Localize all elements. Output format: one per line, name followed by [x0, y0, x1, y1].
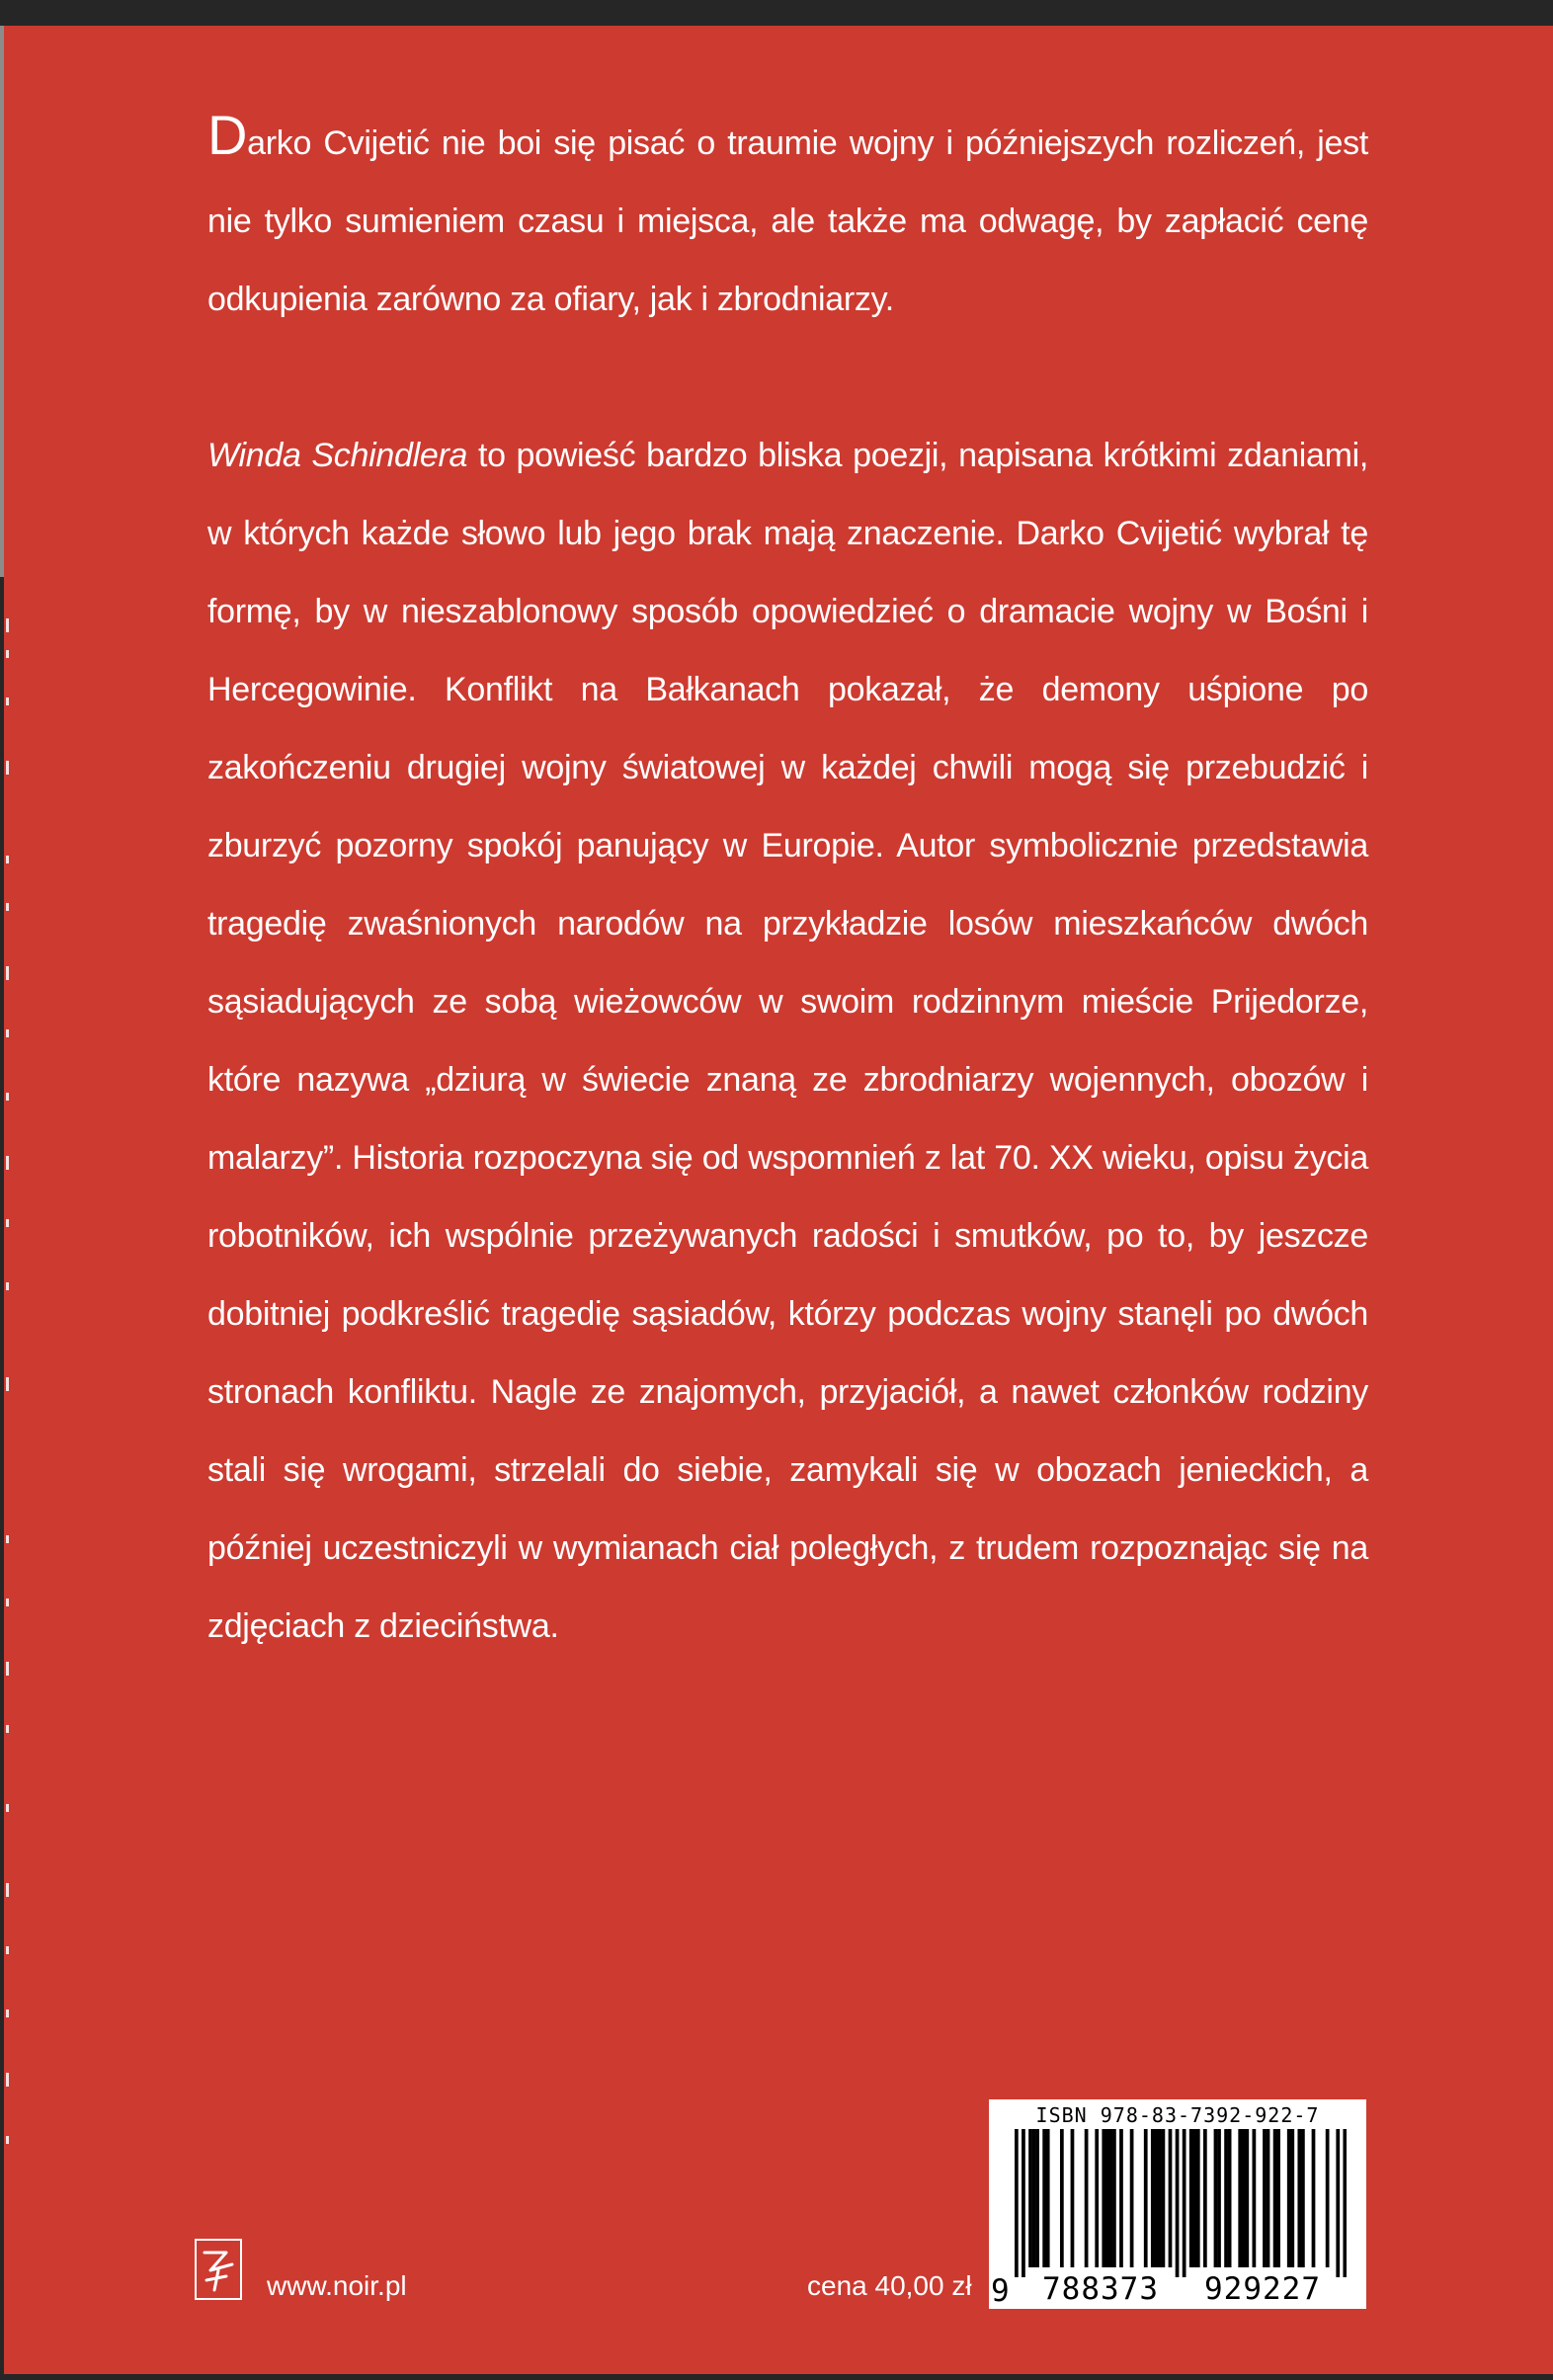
barcode-bar [1119, 2129, 1123, 2267]
barcode-bar [1015, 2129, 1019, 2277]
isbn-label: ISBN 978-83-7392-922-7 [1035, 2103, 1320, 2127]
barcode-bar [1343, 2129, 1347, 2277]
spine-mark [6, 1804, 9, 1812]
bottom-frame [0, 2374, 1553, 2380]
barcode-bar [1238, 2129, 1242, 2267]
barcode-bar [1176, 2129, 1180, 2277]
spine-mark [6, 1219, 9, 1227]
spine-mark [6, 1725, 9, 1733]
barcode-bar [1336, 2129, 1340, 2277]
barcode-bar [1169, 2129, 1173, 2267]
spine-mark [6, 698, 9, 705]
spine-marks [4, 618, 14, 2357]
spine-mark [6, 618, 9, 632]
spine-mark [6, 1282, 9, 1290]
barcode-bar [1245, 2129, 1249, 2267]
barcode-bar [1273, 2129, 1277, 2267]
barcode-bar [1085, 2129, 1089, 2267]
barcode-bar [1276, 2129, 1280, 2267]
book-back-cover [4, 26, 1553, 2374]
spine-mark [6, 1093, 9, 1101]
barcode-bar [1071, 2129, 1075, 2267]
barcode-bar [1028, 2129, 1032, 2267]
barcode-bar [1290, 2129, 1294, 2267]
isbn-barcode [989, 2099, 1366, 2309]
barcode-bar [1032, 2129, 1036, 2267]
drop-cap: D [207, 104, 248, 166]
book-title: Winda Schindlera [207, 437, 468, 474]
barcode-bar [1326, 2129, 1330, 2267]
barcode-bars [1015, 2129, 1347, 2277]
barcode-bar [1151, 2129, 1155, 2267]
barcode-bar [1158, 2129, 1162, 2267]
blurb-paragraph-1 [207, 105, 1368, 339]
spine-mark [6, 2010, 9, 2017]
barcode-bar [1108, 2129, 1112, 2267]
cover-blurb [207, 105, 1368, 1666]
barcode-bar [1287, 2129, 1291, 2267]
spine-mark [6, 856, 9, 863]
barcode-bar [1042, 2129, 1046, 2267]
spine-mark [6, 1156, 9, 1170]
barcode-bar [1203, 2129, 1207, 2267]
barcode-bar [1095, 2129, 1099, 2267]
barcode-bar [1224, 2129, 1228, 2267]
spine-mark [6, 1535, 9, 1543]
price-label: cena 40,00 zł [807, 2270, 972, 2301]
spine-mark [6, 761, 9, 775]
barcode-bar [1267, 2129, 1270, 2267]
spine-mark [6, 2073, 9, 2087]
barcode-bar [1312, 2129, 1316, 2267]
barcode-bar [1035, 2129, 1039, 2267]
spine-mark [6, 903, 9, 911]
ean-right-group: 929227 [1204, 2271, 1321, 2307]
barcode-bar [1217, 2129, 1221, 2267]
spine-mark [6, 1662, 9, 1676]
barcode-bar [1253, 2129, 1257, 2267]
spine-mark [6, 650, 9, 658]
barcode-bar [1162, 2129, 1166, 2267]
barcode-bar [1022, 2129, 1025, 2277]
ean-left-group: 788373 [1042, 2271, 1159, 2307]
spine-mark [6, 1377, 9, 1391]
spine-mark [6, 1599, 9, 1606]
barcode-bar [1228, 2129, 1232, 2267]
barcode-bar [1189, 2129, 1193, 2267]
spine-mark [6, 1946, 9, 1954]
barcode-bar [1144, 2129, 1148, 2267]
blurb-paragraph-2 [207, 417, 1368, 1666]
noir-logo-icon [195, 2239, 242, 2300]
publisher-website: www.noir.pl [267, 2270, 407, 2301]
barcode-bar [1060, 2129, 1064, 2267]
barcode-bar [1105, 2129, 1109, 2267]
spine-mark [6, 1883, 9, 1897]
spine-mark [6, 966, 9, 980]
barcode-bar [1214, 2129, 1218, 2267]
barcode-bar [1192, 2129, 1196, 2267]
barcode-bar [1046, 2129, 1050, 2267]
top-frame [0, 0, 1553, 26]
ean-first-digit: 9 [991, 2273, 1010, 2309]
blurb-paragraph-2-text: to powieść bardzo bliska poezji, napisana krótkimi zdaniami, w których każde słowo lub jego brak mają znaczenie. Darko Cvijetić wybrał tę formę, by w nieszablonowy sposób opowiedzieć o dramacie wojny w Bośni i Hercegowinie. Konflikt na Bałkanach pokazał, że demony uśpione po zakończeniu drugiej wojny światowej w każdej chwili mogą się przebudzić i zburzyć pozorny spokój panujący w Europie. Autor symbolicznie przedstawia tragedię zwaśnionych narodów na przykładzie losów mieszkańców dwóch sąsiadujących ze sobą wieżowców w swoim rodzinnym mieście Prijedorze, które nazywa „dziurą w świecie znaną ze zbrodniarzy wojennych, obozów i malarzy”. Historia rozpoczyna się od wspomnień z lat 70. XX wieku, opisu życia robotników, ich wspólnie przeżywanych radości i smutków, po to, by jeszcze dobitniej podkreślić tragedię sąsiadów, którzy podczas wojny stanęli po dwóch stronach konfliktu. Nagle ze znajomych, przyjaciół, a nawet członków rodziny stali się wrogami, strzelali do siebie, zamykali się w obozach jenieckich, a później uczestniczyli w wymianach ciał poległych, z trudem rozpoznając się na zdjęciach z dzieciństwa. [207, 437, 1369, 1645]
barcode-bar [1154, 2129, 1158, 2267]
barcode-bar [1196, 2129, 1200, 2267]
barcode-bar [1102, 2129, 1105, 2267]
blurb-paragraph-1-text: arko Cvijetić nie boi się pisać o traumie wojny i późniejszych rozliczeń, jest nie tylko sumieniem czasu i miejsca, ale także ma odwagę, by zapłacić cenę odkupienia zarówno za ofiary, jak i zbrodniarzy. [207, 124, 1368, 318]
spine-mark [6, 2136, 9, 2144]
barcode-bar [1242, 2129, 1246, 2267]
barcode-bar [1112, 2129, 1116, 2267]
spine-mark [6, 1029, 9, 1037]
barcode-bar [1297, 2129, 1301, 2267]
barcode-bar [1263, 2129, 1267, 2267]
barcode-bar [1183, 2129, 1186, 2277]
barcode-bar [1130, 2129, 1134, 2267]
barcode-bar [1301, 2129, 1305, 2267]
